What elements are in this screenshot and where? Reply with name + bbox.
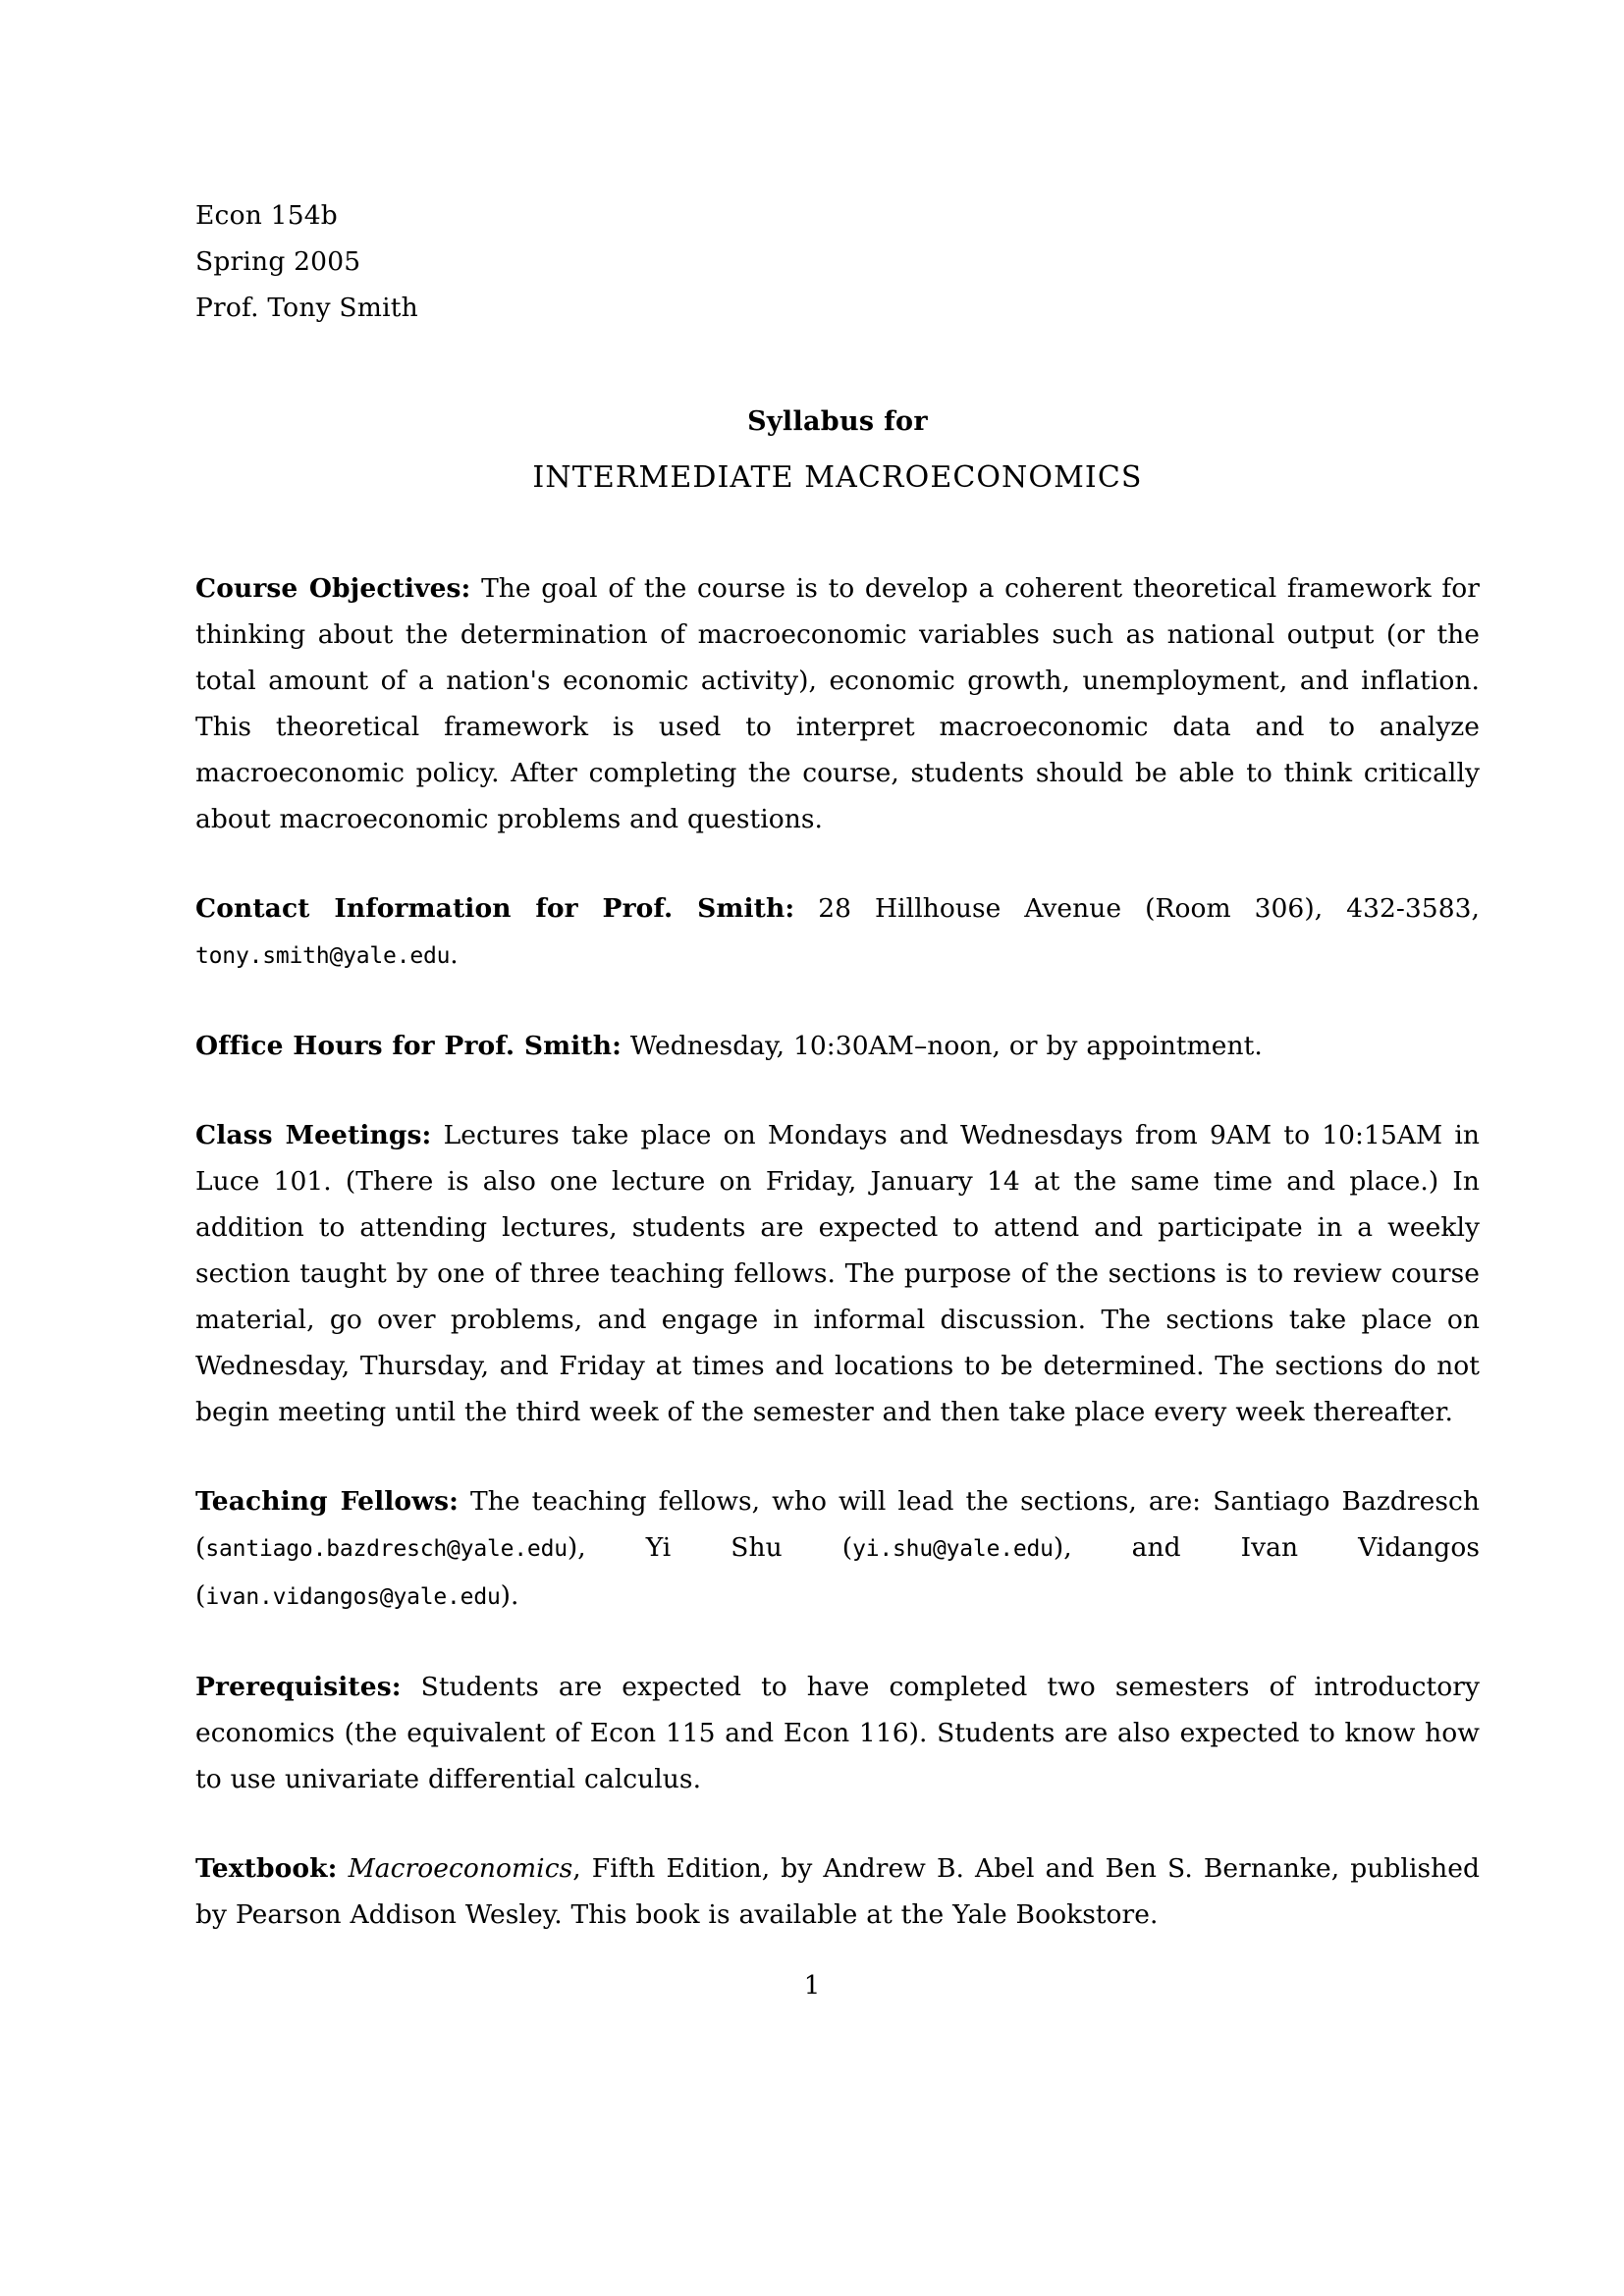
contact-information-label: Contact Information for Prof. Smith: <box>195 893 795 924</box>
prerequisites-label: Prerequisites: <box>195 1672 402 1702</box>
document-title-block <box>195 400 1480 504</box>
section-prerequisites <box>195 1664 1480 1802</box>
section-contact-information <box>195 885 1480 980</box>
course-objectives-body: The goal of the course is to develop a coherent theoretical framework for thinking about the determination of macroeconomic variables such as national output (or the total amount of a nation's economic activity), economic growth, unemployment, and inflation. This theoretical framework is used to interpret macroeconomic data and to analyze macroeconomic policy. After completing the course, students should be able to think critically about macroeconomic problems and questions. <box>195 573 1480 834</box>
office-hours-label: Office Hours for Prof. Smith: <box>195 1031 623 1061</box>
textbook-body: , Fifth Edition, by Andrew B. Abel and Ben S. Bernanke, published by Pearson Addison Wesley. This book is available at the Yale Bookstore. <box>195 1853 1481 1930</box>
teaching-fellows-intro: The teaching fellows, who will lead the sections, are: Santiago Bazdresch ( <box>195 1486 1480 1563</box>
contact-email-period: . <box>450 939 459 970</box>
contact-email: tony.smith@yale.edu <box>195 943 451 969</box>
course-code: Econ 154b <box>195 200 338 231</box>
office-hours-body: Wednesday, 10:30AM–noon, or by appointment. <box>629 1031 1263 1061</box>
textbook-title: Macroeconomics <box>348 1853 573 1884</box>
document-header <box>195 192 1480 331</box>
contact-address: 28 Hillhouse Avenue (Room 306), 432-3583, <box>818 893 1481 924</box>
title-subheading: Syllabus for <box>747 406 928 437</box>
class-meetings-label: Class Meetings: <box>195 1120 432 1150</box>
class-meetings-body: Lectures take place on Mondays and Wednesdays from 9AM to 10:15AM in Luce 101. (There is also one lecture on Friday, January 14 at the same time and place.) In addition to attending lectures, students are expected to attend and participate in a weekly section taught by one of three teaching fellows. The purpose of the sections is to review course material, go over problems, and engage in informal discussion. The sections take place on Wednesday, Thursday, and Friday at times and locations to be determined. The sections do not begin meeting until the third week of the semester and then take place every week thereafter. <box>195 1120 1481 1427</box>
teaching-fellows-mid-2: ), and Ivan Vidangos ( <box>195 1532 1480 1611</box>
prerequisites-body: Students are expected to have completed two semesters of introductory economics (the equivalent of Econ 115 and Econ 116). Students are also expected to know how to use univariate differential calculus. <box>195 1672 1480 1794</box>
page-number: 1 <box>803 1971 821 2001</box>
term: Spring 2005 <box>195 246 361 277</box>
section-course-objectives <box>195 565 1480 842</box>
teaching-fellows-mid-1: ), Yi Shu ( <box>567 1532 853 1563</box>
section-office-hours <box>195 1023 1480 1069</box>
teaching-fellow-email-2: yi.shu@yale.edu <box>852 1536 1054 1562</box>
section-class-meetings <box>195 1112 1480 1435</box>
textbook-label: Textbook: <box>195 1853 338 1884</box>
instructor-name: Prof. Tony Smith <box>195 293 418 323</box>
document-content <box>195 192 1480 1964</box>
teaching-fellow-email-3: ivan.vidangos@yale.edu <box>205 1584 501 1610</box>
course-objectives-label: Course Objectives: <box>195 573 471 604</box>
teaching-fellow-email-1: santiago.bazdresch@yale.edu <box>205 1536 568 1562</box>
section-textbook <box>195 1845 1480 1938</box>
section-teaching-fellows <box>195 1478 1480 1621</box>
teaching-fellows-label: Teaching Fellows: <box>195 1486 460 1517</box>
page-title: INTERMEDIATE MACROECONOMICS <box>532 460 1143 495</box>
teaching-fellows-end: ). <box>500 1580 519 1611</box>
